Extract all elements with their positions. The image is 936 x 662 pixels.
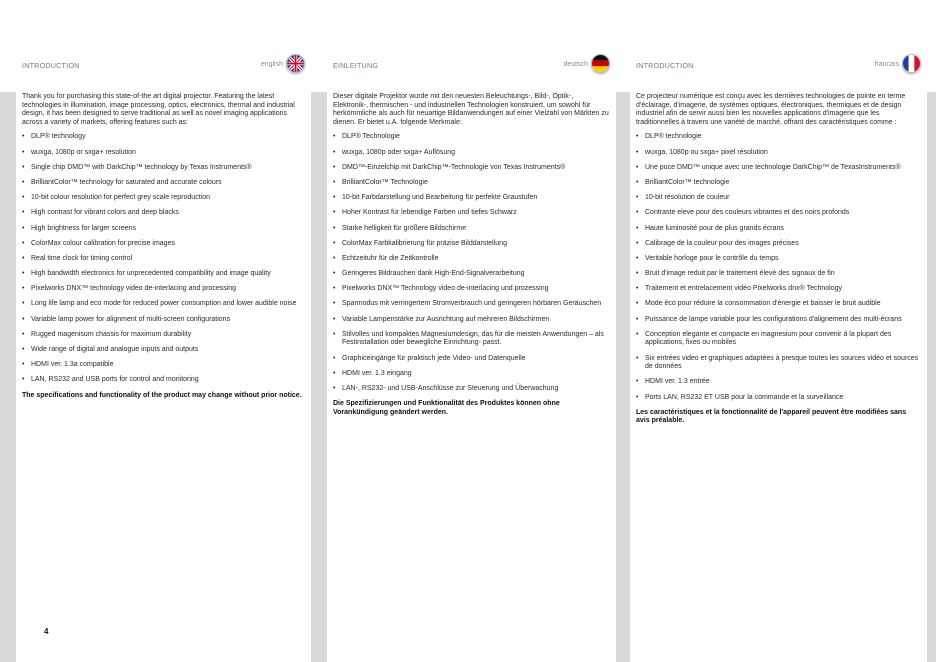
- feature-list: [636, 133, 921, 402]
- list-item: • wuxga, 1080p or sxga+ resolution: [22, 149, 305, 158]
- list-item: • Rugged magenisum chassis for maximum durability: [22, 331, 305, 340]
- list-item: • HDMI ver. 1.3 entrée: [636, 378, 921, 387]
- list-item: • DLP® technologie: [636, 133, 921, 142]
- intro-paragraph: Thank you for purchasing this state-of-the art digital projector. Featuring the latest technologies in illumination, image processing, optics, electronics, thermal and industrial design, it has been designed to serve traditional as well as novel imaging applications across a variety of markets, offering features such as:: [22, 93, 295, 126]
- section-title: INTRODUCTION: [636, 61, 694, 70]
- list-item: • DLP® technology: [22, 133, 305, 142]
- disclaimer-note: Les caractéristiques et la fonctionnalité de l'appareil peuvent être modifiées sans avis préalable.: [636, 408, 907, 425]
- feature-list: [22, 133, 305, 385]
- column-body: [22, 93, 305, 407]
- list-item: • Conception elegante et compacte en magnesium pour convenir à la plupart des applications, fixes ou mobiles: [636, 331, 921, 348]
- list-item: • HDMI ver. 1.3a compatible: [22, 361, 305, 370]
- gutter-left: [0, 92, 16, 662]
- list-item: • Sparmodus mit verringertem Stromverbrauch und geringeren hörbaren Geräuschen: [333, 300, 610, 309]
- list-item: • Real time clock for timing control: [22, 255, 305, 264]
- list-item: • Une puce DMD™ unique avec une technologie DarkChip™ de TexasInstruments®: [636, 164, 921, 173]
- list-item: • Contraste eleve pour des couleurs vibrantes et des noirs profonds: [636, 209, 921, 218]
- uk-flag-icon: [286, 54, 305, 73]
- language-label: deutsch: [563, 61, 588, 68]
- list-item: • BrilliantColor™ Technologie: [333, 179, 610, 188]
- list-item: • Geringeres Bildrauchen dank High-End-Signalverarbeitung: [333, 270, 610, 279]
- list-item: • wuxga, 1080p ou sxga+ pixel résolution: [636, 149, 921, 158]
- column-header: [22, 54, 305, 78]
- column-body: [333, 93, 610, 424]
- list-item: • Hoher Kontrast für lebendige Farben und tiefes Schwarz: [333, 209, 610, 218]
- feature-list: [333, 133, 610, 393]
- list-item: • LAN-, RS232- und USB-Anschlüsse zur Steuerung und Überwachung: [333, 385, 610, 394]
- list-item: • Variable Lampenstärke zur Ausrichtung auf mehreren Bildschirmen: [333, 316, 610, 325]
- list-item: • Echtzeituhr für die Zeitkontrolle: [333, 255, 610, 264]
- intro-paragraph: Dieser digitale Projektor wurde mit den neuesten Beleuchtungs-, Bild-, Optik-, Elektronik-, thermischen - und industriellen Technologien konstruiert, um sowohl für herkömmliche als auch für neuartige Bildanwendungen auf einer Vielzahl von Märkten zu dienen. Er bietet u.A. folgende Merkmale:: [333, 93, 609, 126]
- list-item: • Single chip DMD™ with DarkChip™ technology by Texas Instruments®: [22, 164, 305, 173]
- list-item: • Haute luminosité pour de plus grands écrans: [636, 225, 921, 234]
- list-item: • Variable lamp power for alignment of multi-screen configurations: [22, 316, 305, 325]
- language-label: english: [260, 61, 283, 68]
- german-flag-icon: [591, 54, 610, 73]
- list-item: • High contrast for vibrant colors and deep blacks: [22, 209, 305, 218]
- list-item: • Long life lamp and eco mode for reduced power consumption and lower audible noise: [22, 300, 305, 309]
- list-item: • Calibrage de la couleur pour des images précises: [636, 240, 921, 249]
- column-header: [333, 54, 610, 78]
- list-item: • LAN, RS232 and USB ports for control and monitoring: [22, 376, 305, 385]
- list-item: • 10-bit colour resolution for perfect grey scale reproduction: [22, 194, 305, 203]
- list-item: • ColorMax Farbkalibrierung für präzise Bilddarstellung: [333, 240, 610, 249]
- list-item: • Veritable horloge pour le contrôle du temps: [636, 255, 921, 264]
- french-flag-icon: [902, 54, 921, 73]
- list-item: • Mode éco pour réduire la consommation d'énergie et baisser le bruit audible: [636, 300, 921, 309]
- list-item: • Traitement et entrelacement vidéo Pixelworks dnx® Technology: [636, 285, 921, 294]
- intro-paragraph: Ce projecteur numérique est conçu avec les dernières technologies de pointe en terme d'éclairage, d'imagerie, de systèmes optiques, électroniques, thermiques et de design industriel afin de servir aussi bien les nouvelles applications d'imagerie que les traditionnelles à travers une variété de marché, offrant des caractéristiques comme :: [636, 93, 906, 126]
- list-item: • Six entrées video et graphiques adaptées à presque toutes les sources vidéo et sources de données: [636, 355, 921, 372]
- list-item: • ColorMax colour calibration for precise images: [22, 240, 305, 249]
- list-item: • High brightness for larger screens: [22, 225, 305, 234]
- list-item: • 10-bit résolution de couleur: [636, 194, 921, 203]
- gutter-right: [927, 92, 936, 662]
- list-item: • HDMI ver. 1.3 eingang: [333, 370, 610, 379]
- list-item: • High bandwidth electronics for unprecedented compatibility and image quality: [22, 270, 305, 279]
- list-item: • Pixelworks DNX™ Technology video de-interlacing und prozessing: [333, 285, 610, 294]
- column-body: [636, 93, 921, 433]
- disclaimer-note: Die Spezifizierungen und Funktionalität des Produktes können ohne Vorankündigung geändert werden.: [333, 400, 560, 416]
- list-item: • Graphiceingänge für praktisch jede Video- und Datenquelle: [333, 355, 610, 364]
- column-german: [327, 0, 616, 662]
- gutter-middle-right: [616, 92, 630, 662]
- list-item: • Ports LAN, RS232 ET USB pour la commande et la surveillance: [636, 394, 921, 403]
- column-english: [16, 0, 311, 662]
- list-item: • 10-bit Farbdarstellung und Bearbeitung für perfekte Graustufen: [333, 194, 610, 203]
- language-label: francais: [874, 61, 899, 68]
- list-item: • Wide range of digital and analogue inputs and outputs: [22, 346, 305, 355]
- section-title: EINLEITUNG: [333, 61, 379, 70]
- list-item: • wuxga, 1080p oder sxga+ Auflösung: [333, 149, 610, 158]
- column-french: [630, 0, 927, 662]
- page-number: 4: [44, 627, 49, 636]
- list-item: • Puissance de lampe variable pour les configurations d'alignement des multi-écrans: [636, 316, 921, 325]
- list-item: • Bruit d'image reduit par le traitement élevé des signaux de fin: [636, 270, 921, 279]
- list-item: • BrilliantColor™ technologie: [636, 179, 921, 188]
- column-header: [636, 54, 921, 78]
- list-item: • Stilvolles und kompaktes Magnesiumdesign, das für die meisten Anwendungen – als Festinstallation oder bewegliche Einrichtung- passt.: [333, 331, 610, 348]
- list-item: • DLP® Technologie: [333, 133, 610, 142]
- gutter-middle-left: [311, 92, 327, 662]
- list-item: • BrilliantColor™ technology for saturated and accurate colours: [22, 179, 305, 188]
- section-title: INTRODUCTION: [22, 61, 80, 70]
- list-item: • Pixelworks DNX™ technology video de-interlacing and processing: [22, 285, 305, 294]
- list-item: • Starke helligkeit für größere Bildschirme: [333, 225, 610, 234]
- list-item: • DMD™-Einzelchip mit DarkChip™-Technologie von Texas Instruments®: [333, 164, 610, 173]
- disclaimer-note: The specifications and functionality of the product may change without prior notice.: [22, 391, 302, 399]
